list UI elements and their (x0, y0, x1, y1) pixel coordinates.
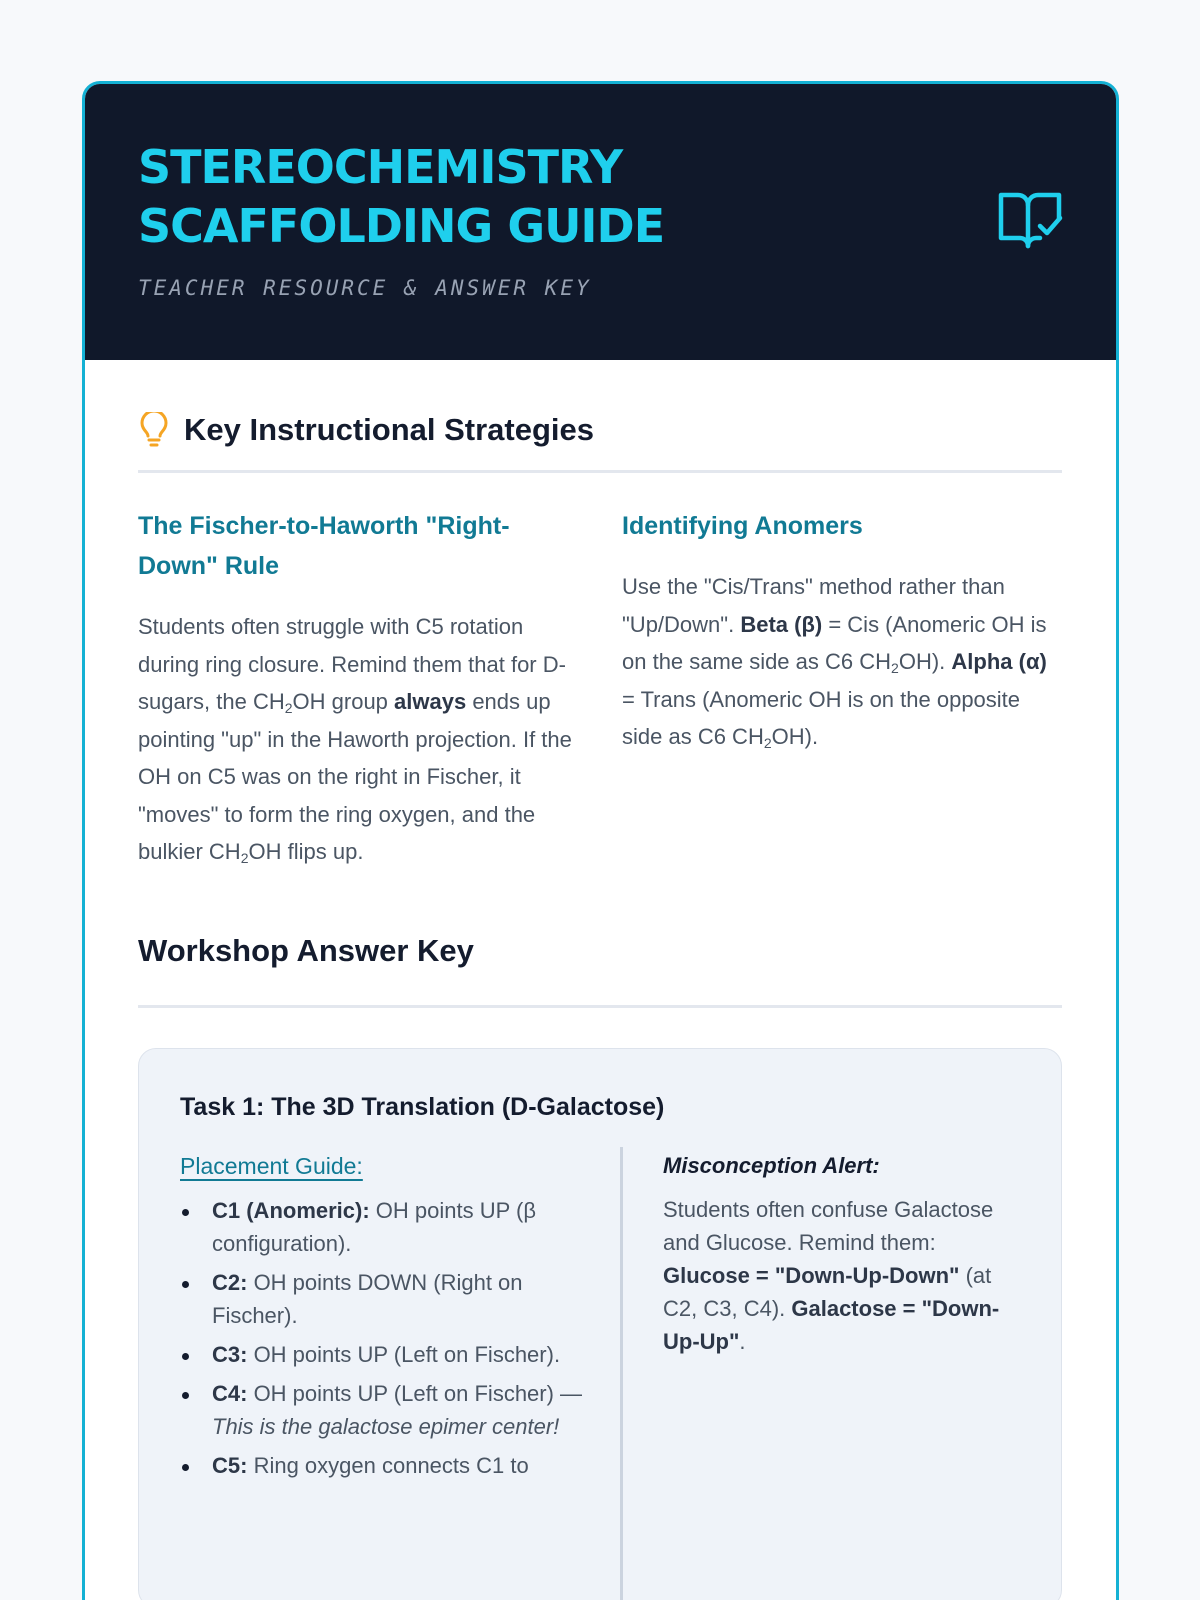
strategy-title: The Fischer-to-Haworth "Right-Down" Rule (138, 512, 510, 580)
workshop-heading (138, 915, 1062, 1008)
strategies-title: Key Instructional Strategies (184, 412, 595, 447)
lightbulb-icon (138, 412, 170, 448)
list-item: C5: Ring oxygen connects C1 to (180, 1449, 602, 1482)
list-item: C4: OH points UP (Left on Fischer) — This is the galactose epimer center! (180, 1377, 602, 1443)
alert-text: Students often confuse Galactose and Glucose. Remind them: Glucose = "Down-Up-Down" (at C2, C3, C4). Galactose = "Down-Up-Up". (663, 1196, 1000, 1354)
task-title: Task 1: The 3D Translation (D-Galactose) (180, 1092, 665, 1121)
placement-list (180, 1194, 602, 1482)
task-columns (180, 1147, 1020, 1600)
placement-guide-title: Placement Guide: (180, 1152, 363, 1179)
book-check-icon (998, 190, 1064, 250)
strategies-columns (138, 506, 1062, 871)
header-banner (85, 84, 1116, 360)
list-item: C2: OH points DOWN (Right on Fischer). (180, 1266, 602, 1332)
strategy-right-down-rule (138, 506, 578, 871)
strategy-title: Identifying Anomers (622, 512, 863, 540)
list-item: C3: OH points UP (Left on Fischer). (180, 1338, 602, 1371)
task-card (138, 1048, 1062, 1600)
misconception-alert (623, 1147, 1003, 1600)
strategy-text: Use the "Cis/Trans" method rather than "Up/Down". Beta (β) = Cis (Anomeric OH is on the same side as C6 $CH_2OH$). Alpha (α) = Trans (Anomeric OH is on the opposite side as C6 $CH_2OH$). (622, 574, 1047, 751)
strategy-anomers (622, 506, 1062, 871)
workshop-title: Workshop Answer Key (138, 932, 474, 968)
placement-guide (180, 1147, 623, 1600)
strategy-text: Students often struggle with C5 rotation during ring closure. Remind them that for D-sugars, the $CH_2OH$ group always ends up pointing "up" in the Haworth projection. If the OH on C5 was on the right in Fischer, it "moves" to form the ring oxygen, and the bulkier $CH_2OH$ flips up. (138, 614, 572, 866)
strategies-heading (138, 360, 1062, 473)
list-item: C1 (Anomeric): OH points UP (β configuration). (180, 1194, 602, 1260)
page-subtitle: TEACHER RESOURCE & ANSWER KEY (138, 276, 592, 300)
guide-card (82, 81, 1119, 1600)
page-title: STEREOCHEMISTRY SCAFFOLDING GUIDE (138, 140, 665, 253)
alert-title: Misconception Alert: (663, 1152, 880, 1178)
